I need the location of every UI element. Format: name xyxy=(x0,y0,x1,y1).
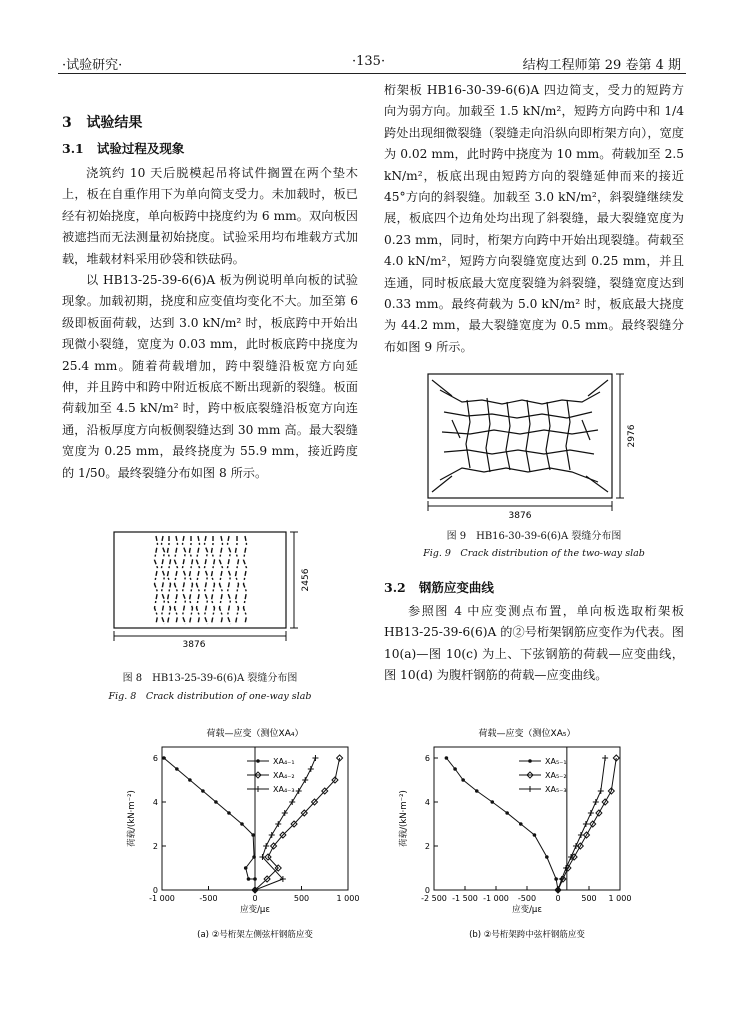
y-tick-label: 0 xyxy=(152,886,158,895)
data-point xyxy=(519,822,523,826)
x-tick-label: 500 xyxy=(293,894,310,903)
x-tick-label: -500 xyxy=(199,894,218,903)
data-point xyxy=(275,821,281,827)
slab-outline xyxy=(428,374,612,498)
y-axis-label: 荷载/(kN·m⁻²) xyxy=(399,790,409,847)
legend-marker xyxy=(527,786,533,792)
y-tick-label: 2 xyxy=(152,842,158,851)
figure-8-caption-cn: 图 8 HB13-25-39-6(6)A 裂缝分布图 xyxy=(122,673,298,684)
x-tick-label: 1 000 xyxy=(608,894,632,903)
paragraph: 参照图 4 中应变测点布置，单向板选取桁架板 HB13-25-39-6(6)A 的②号桁架钢筋应变作为代表。图 10(a)—图 10(c) 为上、下弦钢筋的荷载—应变曲线，图 10(d) 为腹杆钢筋的荷载—应变曲线。 xyxy=(384,604,684,683)
crack-line xyxy=(197,536,200,624)
data-point xyxy=(308,766,314,772)
dimension-height: 2976 xyxy=(627,424,637,448)
crack-line xyxy=(244,536,247,624)
left-body-text xyxy=(62,163,358,484)
section-title: 试验结果 xyxy=(86,115,143,131)
plot-frame xyxy=(434,747,620,890)
crack-line xyxy=(175,536,178,624)
series-line xyxy=(446,758,558,890)
data-point xyxy=(162,756,166,760)
slab-outline xyxy=(114,532,286,628)
x-tick-label: -2 500 xyxy=(421,894,447,903)
data-point xyxy=(251,833,255,837)
data-point xyxy=(461,778,465,782)
paragraph: 以 HB13-25-39-6(6)A 板为例说明单向板的试验现象。加载初期，挠度和应变值均变化不大。加至第 6 级即板面荷载，达到 3.0 kN/m² 时，板底跨中开始出现微小裂缝，宽度为 0.03 mm，此时板底跨中挠度为 25.4 mm。随着荷载增加，跨中裂缝沿板宽方向延伸，并且跨中和跨中附近板底不断出现新的裂缝。板面荷载加至 4.5 kN/m² 时，跨中板底裂缝沿板宽方向连通，沿板厚度方向板侧裂缝达到 30 mm 高。最大裂缝宽度为 0.25 mm，最终挠度为 55.9 mm，接近跨度的 1/50。最终裂缝分布如图 8 所示。 xyxy=(62,273,358,480)
figure-9-caption-en: Fig. 9 Crack distribution of the two-way slab xyxy=(423,548,645,559)
legend-label: XA₅₋₃ xyxy=(545,785,567,794)
dimension-width: 3876 xyxy=(182,640,206,650)
crack-line xyxy=(183,536,186,624)
dimension-height: 2456 xyxy=(301,568,311,592)
legend-label: XA₄₋₁ xyxy=(273,757,295,766)
data-point xyxy=(289,799,295,805)
crack-line xyxy=(162,536,165,624)
legend-label: XA₄₋₂ xyxy=(273,771,295,780)
y-tick-label: 4 xyxy=(152,798,158,807)
y-tick-label: 6 xyxy=(152,754,158,763)
x-tick-label: -1 500 xyxy=(452,894,478,903)
section-heading xyxy=(62,112,142,132)
chart-title: 荷载—应变（测位XA₅） xyxy=(478,729,576,739)
legend-marker xyxy=(255,786,261,792)
figure-8-one-way-crack-map xyxy=(108,530,318,650)
data-point xyxy=(598,788,604,794)
data-point xyxy=(269,832,275,838)
y-axis-label: 荷载/(kN·m⁻²) xyxy=(127,790,137,847)
crack-lines xyxy=(432,380,608,492)
header-rule xyxy=(58,73,686,74)
data-point xyxy=(312,755,318,761)
y-tick-label: 0 xyxy=(424,886,430,895)
y-tick-label: 6 xyxy=(424,754,430,763)
data-point xyxy=(240,822,244,826)
data-point xyxy=(247,877,251,881)
data-point xyxy=(214,800,218,804)
data-point xyxy=(583,821,589,827)
data-point xyxy=(578,832,584,838)
data-point xyxy=(252,855,256,859)
chart-load-strain-xa5 xyxy=(392,725,642,945)
crack-line xyxy=(228,536,231,624)
legend-label: XA₅₋₁ xyxy=(545,757,567,766)
chart-title: 荷载—应变（测位XA₄） xyxy=(206,729,304,739)
x-tick-label: 0 xyxy=(555,894,561,903)
legend-marker xyxy=(528,759,532,763)
y-tick-label: 2 xyxy=(424,842,430,851)
subsection-heading-3-1: 3.1 试验过程及现象 xyxy=(62,141,185,156)
x-axis-label: 应变/με xyxy=(240,905,270,915)
data-point xyxy=(545,855,549,859)
x-tick-label: 1 000 xyxy=(336,894,360,903)
chart-caption: (b) ②号桁架跨中弦杆钢筋应变 xyxy=(469,930,585,940)
dimension-width: 3876 xyxy=(508,511,532,520)
legend-marker xyxy=(256,759,260,763)
chart-load-strain-xa4 xyxy=(120,725,370,945)
legend-label: XA₄₋₃ xyxy=(273,785,295,794)
x-axis-label: 应变/με xyxy=(512,905,542,915)
data-point xyxy=(475,789,479,793)
figure-9-two-way-crack-map xyxy=(422,372,644,520)
data-point xyxy=(253,877,257,881)
data-point xyxy=(588,810,594,816)
data-point xyxy=(263,843,269,849)
data-point xyxy=(533,833,537,837)
data-point xyxy=(445,756,449,760)
crack-line xyxy=(212,536,215,624)
data-point xyxy=(573,843,579,849)
data-point xyxy=(554,877,558,881)
running-head-left: ·试验研究· xyxy=(62,58,123,73)
crack-line xyxy=(190,536,193,624)
right-body-text xyxy=(384,80,684,358)
crack-line xyxy=(236,536,239,624)
figure-9-caption-cn: 图 9 HB16-30-39-6(6)A 裂缝分布图 xyxy=(446,531,622,542)
crack-lines xyxy=(155,536,247,624)
data-point xyxy=(453,767,457,771)
crack-line xyxy=(168,536,171,624)
data-point xyxy=(505,811,509,815)
data-point xyxy=(175,767,179,771)
chart-caption: (a) ②号桁架左侧弦杆钢筋应变 xyxy=(197,930,313,940)
crack-line xyxy=(220,536,223,624)
y-tick-label: 4 xyxy=(424,798,430,807)
section-3-2-text xyxy=(384,601,684,687)
data-point xyxy=(201,789,205,793)
data-point xyxy=(302,777,308,783)
data-point xyxy=(490,800,494,804)
paragraph: 桁架板 HB16-30-39-6(6)A 四边简支，受力的短跨方向为弱方向。加载至 1.5 kN/m²，短跨方向跨中和 1/4 跨处出现细微裂缝（裂缝走向沿纵向即桁架方向），宽度为 0.02 mm，此时跨中挠度为 10 mm。荷载加至 2.5 kN/m²，板底出现由短跨方向的裂缝延伸而来的接近 45°方向的斜裂缝。加载至 3.0 kN/m²，斜裂缝继续发展，板底四个边角处均出现了斜裂缝，最大裂缝宽度为 0.23 mm，同时，桁架方向跨中开始出现裂缝。荷载至 4.0 kN/m²，短跨方向裂缝宽度达到 0.25 mm，并且连通，同时板底最大宽度裂缝为斜裂缝，裂缝宽度达到 0.33 mm。最终荷载为 5.0 kN/m² 时，板底最大挠度为 44.2 mm，最大裂缝宽度为 0.5 mm。最终裂缝分布如图 9 所示。 xyxy=(384,83,684,354)
x-tick-label: -500 xyxy=(517,894,537,903)
data-point xyxy=(188,778,192,782)
data-point xyxy=(602,755,608,761)
crack-line xyxy=(205,536,208,624)
data-point xyxy=(555,887,561,893)
figure-8-caption-en: Fig. 8 Crack distribution of one-way slab xyxy=(108,691,312,702)
data-point xyxy=(593,799,599,805)
section-number: 3 xyxy=(62,115,72,131)
data-point xyxy=(227,811,231,815)
legend-label: XA₅₋₂ xyxy=(545,771,567,780)
subsection-heading-3-2: 3.2 钢筋应变曲线 xyxy=(384,580,494,595)
x-tick-label: -1 000 xyxy=(149,894,175,903)
journal-name: 结构工程师第 29 卷第 4 期 xyxy=(522,58,681,73)
crack-line xyxy=(155,536,158,624)
data-point xyxy=(296,788,302,794)
page-number: ·135· xyxy=(352,54,386,69)
x-tick-label: -1 000 xyxy=(483,894,509,903)
data-point xyxy=(244,866,248,870)
x-tick-label: 500 xyxy=(581,894,597,903)
x-tick-label: 0 xyxy=(252,894,258,903)
paragraph: 浇筑约 10 天后脱模起吊将试件搁置在两个垫木上，板在自重作用下为单向简支受力。未加载时，板已经有初始挠度，单向板跨中挠度约为 6 mm。双向板因被遮挡而无法测量初始挠度。试验采用均布堆载方式加载，堆载材料采用砂袋和铁砝码。 xyxy=(62,166,358,266)
data-point xyxy=(282,810,288,816)
